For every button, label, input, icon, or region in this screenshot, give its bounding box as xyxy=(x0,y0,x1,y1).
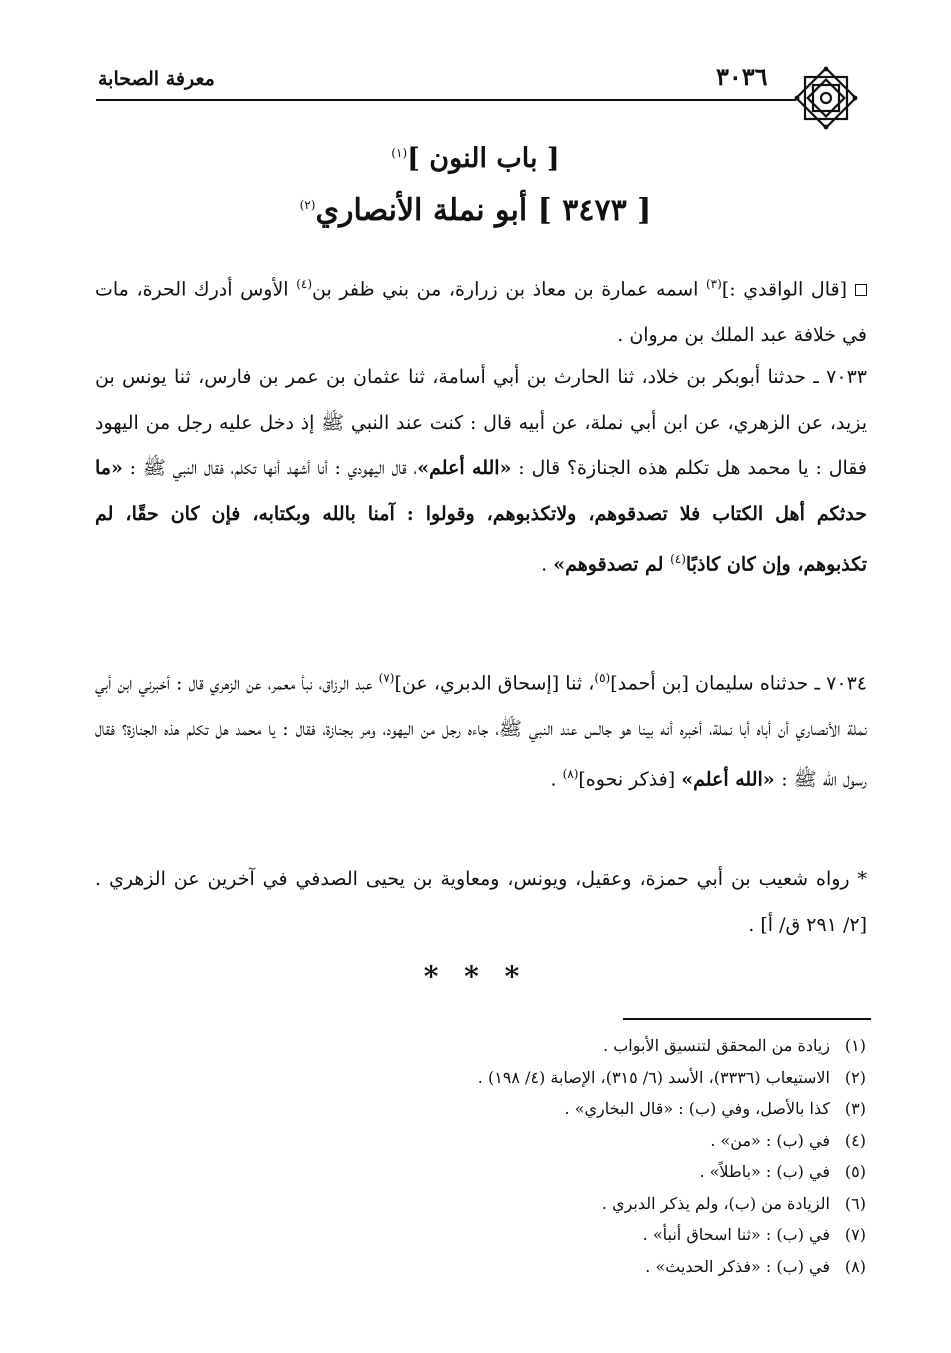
footnote-item xyxy=(300,1125,866,1157)
intro-text: اسمه عمارة بن معاذ بن زرارة، من بني ظفر بن xyxy=(312,278,706,301)
footnote-number: (٨) xyxy=(844,1256,866,1276)
hadith-quote: «الله أعلم» xyxy=(681,768,782,791)
footnote-item xyxy=(300,1093,866,1125)
footnote-number: (١) xyxy=(844,1036,866,1055)
narrators-text: * رواه شعيب بن أبي حمزة، وعقيل، ويونس، ومعاوية بن يحيى الصدفي في آخرين عن الزهري . [٢/ ٢٩١ ق/ أ] . xyxy=(95,868,867,936)
footnote-item xyxy=(300,1030,866,1062)
footnote-text: في (ب) : «من» . xyxy=(710,1130,830,1150)
hadith-7033-paragraph xyxy=(95,355,867,588)
narrators-paragraph xyxy=(95,857,867,948)
footnote-text: كذا بالأصل، وفي (ب) : «قال البخاري» . xyxy=(564,1099,830,1118)
intro-paragraph xyxy=(95,262,867,358)
footnote-rule xyxy=(623,1018,871,1020)
hadith-text: ، قال اليهودي : أنا أشهد أنها تكلم، فقال النبي ﷺ : xyxy=(129,457,418,479)
star-ornament-icon xyxy=(791,63,861,133)
hadith-text: ، ثنا [إسحاق الدبري، عن] xyxy=(394,672,595,695)
hadith-quote: «ما حدثكم أهل الكتاب فلا تصدقوهم، ولاتكذبوهم، وقولوا : آمنا بالله وبكتابه، فإن كان حقًا، لم تكذبوهم، وإن كان كاذبًا xyxy=(95,457,867,576)
hadith-text: . xyxy=(541,553,554,576)
entry-title xyxy=(0,193,951,228)
footnote-item xyxy=(300,1062,866,1094)
header-rule xyxy=(96,99,796,101)
square-bullet-icon xyxy=(855,284,867,296)
footnote-item xyxy=(300,1219,866,1251)
hadith-quote: لم تصدقوهم» xyxy=(553,553,671,576)
intro-text: الأوس أدرك الحرة، مات في خلافة عبد الملك بن مروان . xyxy=(95,278,867,346)
chapter-title-text: [ باب النون ] xyxy=(407,143,560,174)
footnote-number: (٣) xyxy=(844,1099,866,1118)
footnotes-list xyxy=(300,1030,866,1282)
footnote-ref: (٢) xyxy=(299,198,316,212)
footnote-ref: (٤) xyxy=(670,552,686,566)
footnote-text: الاستيعاب (٣٣٣٦)، الأسد (٦/ ٣١٥)، الإصابة (٤/ ١٩٨) . xyxy=(477,1067,830,1087)
hadith-text: ٧٠٣٤ ـ حدثناه سليمان [بن أحمد] xyxy=(610,672,867,695)
footnote-text: في (ب) : «ثنا اسحاق أنبأ» . xyxy=(642,1225,830,1244)
footnote-ref: (١) xyxy=(391,146,408,160)
footnote-text: الزيادة من (ب)، ولم يذكر الدبري . xyxy=(601,1193,830,1213)
footnote-item xyxy=(300,1251,866,1283)
footnote-number: (٧) xyxy=(844,1225,866,1244)
hadith-7034-paragraph xyxy=(95,656,867,803)
hadith-text: . xyxy=(550,768,563,791)
hadith-text: [فذكر نحوه] xyxy=(578,768,682,791)
footnote-ref: (٤) xyxy=(296,277,313,291)
footnote-ref: (٥) xyxy=(594,671,611,685)
footnote-text: في (ب) : «فذكر الحديث» . xyxy=(645,1256,830,1276)
footnote-number: (٤) xyxy=(844,1130,866,1150)
footnote-number: (٦) xyxy=(844,1193,866,1213)
footnote-number: (٢) xyxy=(844,1067,866,1087)
chapter-title xyxy=(0,143,951,174)
hadith-text: ٧٠٣٣ ـ حدثنا أبوبكر بن خلاد، ثنا الحارث بن أبي أسامة، ثنا عثمان بن عمر بن فارس، ثنا يونس بن يزيد، عن الزهري، عن ابن أبي نملة، عن أبيه قال : كنت عند النبي ﷺ إذ دخل عليه رجل من اليهود فقال : يا محمد هل تكلم هذه الجنازة؟ قال : xyxy=(95,366,868,479)
running-header-title: معرفة الصحابة xyxy=(98,68,215,90)
intro-text: [قال الواقدي :] xyxy=(721,278,847,301)
footnote-number: (٥) xyxy=(844,1162,866,1181)
footnote-text: زيادة من المحقق لتنسيق الأبواب . xyxy=(603,1036,830,1055)
footnote-item xyxy=(300,1188,866,1220)
page-number: ٣٠٣٦ xyxy=(716,62,768,91)
section-separator: * * * xyxy=(423,960,528,993)
footnote-ref: (٧) xyxy=(378,671,395,685)
footnote-ref: (٣) xyxy=(705,277,722,291)
footnote-text: في (ب) : «باطلاً» . xyxy=(699,1162,830,1181)
entry-title-text: [ ٣٤٧٣ ] أبو نملة الأنصاري xyxy=(315,193,652,228)
footnote-ref: (٨) xyxy=(562,767,579,782)
footnote-item xyxy=(300,1156,866,1188)
hadith-text: عبد الرزاق، نبأ معمر، عن الزهري قال : أخبرني ابن أبي نملة الأنصاري أن أباه أبا نملة، أخبره أنه بينا هو جالس عند النبي ﷺ، جاءه رجل من اليهود، ومر بجنازة، فقال : يا محمد هل تكلم هذه الجنازة؟ فقال رسول الله ﷺ : xyxy=(95,672,867,791)
hadith-quote: «الله أعلم» xyxy=(417,457,512,479)
